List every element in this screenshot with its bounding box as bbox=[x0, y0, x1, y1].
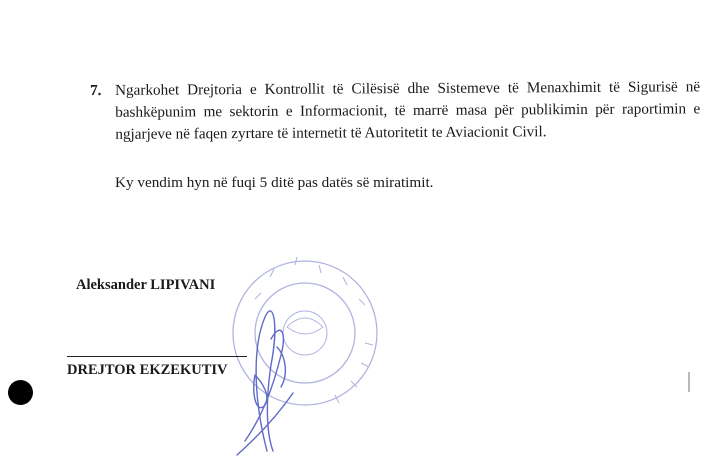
signature-line bbox=[67, 356, 247, 357]
item-text: Ngarkohet Drejtoria e Kontrollit të Cilësisë dhe Sistemeve të Menaxhimit të Sigurisë në bashkëpunim me sektorin e Informacionit, të marrë masa për publikimin për raportimin e ngjarjeve në faqen zyrtare të internetit të Autoritetit te Aviacionit Civil. bbox=[115, 78, 701, 143]
signer-title: DREJTOR EKZEKUTIV bbox=[67, 362, 228, 378]
bullet-dot-icon bbox=[8, 380, 33, 405]
closing-statement: Ky vendim hyn në fuqi 5 ditë pas datës së miratimit. bbox=[115, 174, 434, 191]
signer-name: Aleksander LIPIVANI bbox=[76, 277, 216, 293]
item-number: 7. bbox=[90, 81, 102, 99]
margin-mark bbox=[688, 372, 690, 392]
decision-item-7 bbox=[90, 76, 700, 146]
